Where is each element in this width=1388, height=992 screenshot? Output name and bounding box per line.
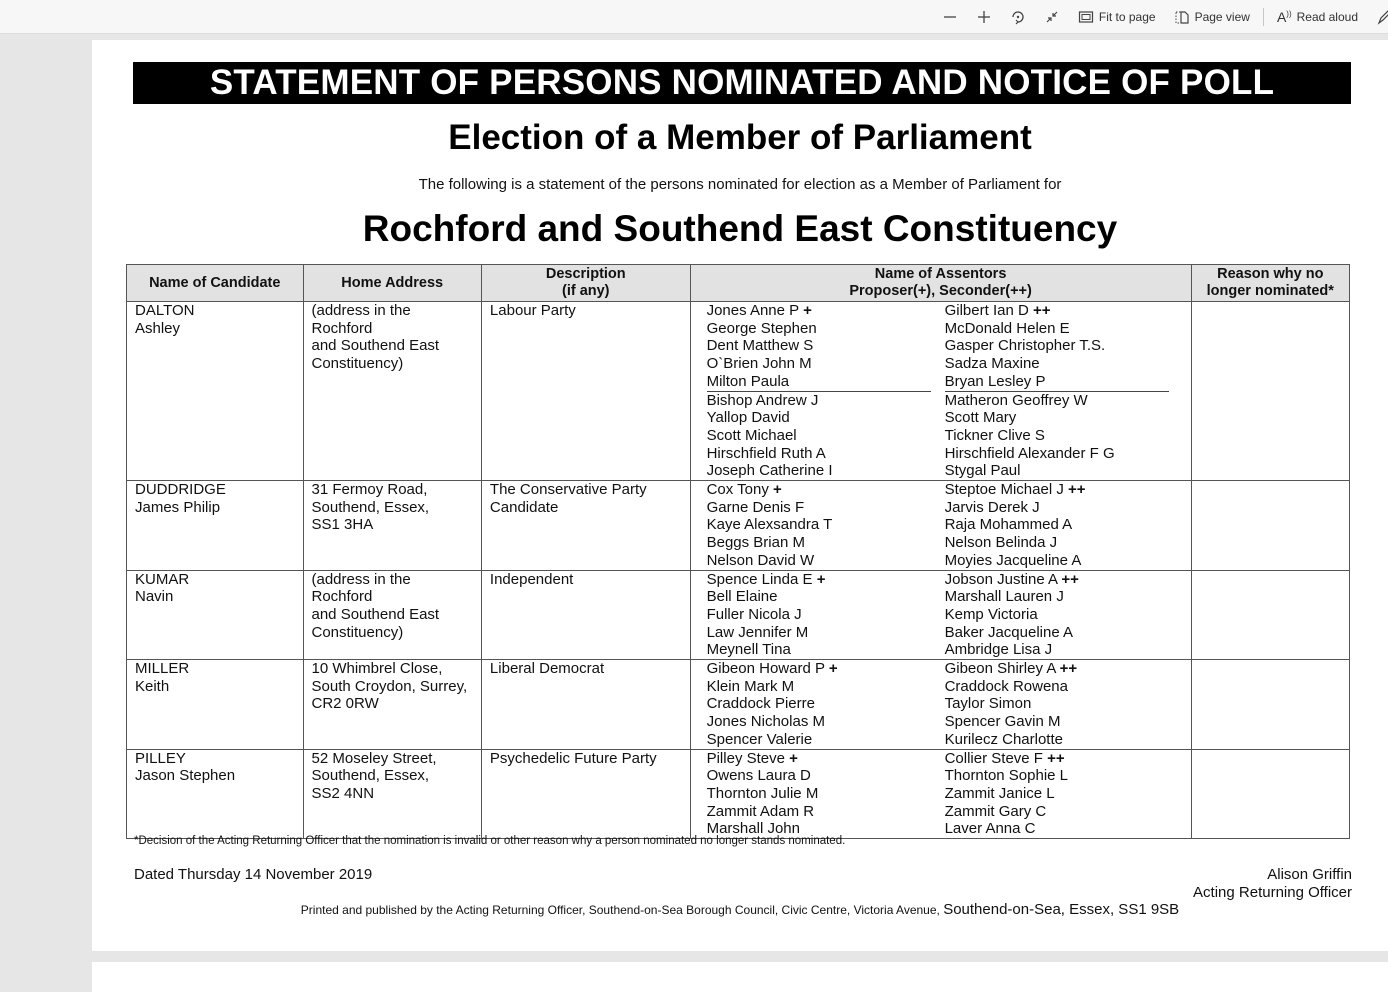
assentor-name: Matheron Geoffrey W [944,391,1088,409]
assentors-left-column [699,750,945,839]
assentor-name: Cox Tony + [706,481,782,499]
description-line: The Conservative Party [489,481,647,499]
assentors-left-column [699,571,945,660]
proposer-mark: + [828,660,838,678]
assentors-left-column [699,481,945,570]
assentors-right-column [945,571,1183,660]
assentor-name: Laver Anna C [944,820,1036,838]
zoom-out-button[interactable] [933,0,967,33]
assentor-name: Nelson David W [706,551,815,569]
page-view-icon [1174,9,1190,25]
assentor-name: Garne Denis F [706,498,805,516]
candidate-address-cell [303,302,481,481]
header-address: Home Address [303,265,481,302]
read-aloud-icon: A)) [1276,8,1292,25]
next-page [92,962,1388,992]
draw-button[interactable] [1367,0,1388,33]
assentor-name: Jobson Justine A ++ [944,570,1079,588]
assentor-name: Sadza Maxine [944,355,1040,373]
assentor-name: Taylor Simon [944,695,1032,713]
assentor-name: Gilbert Ian D ++ [944,302,1051,319]
candidate-row [127,481,1350,571]
address-line: 31 Fermoy Road, [311,481,428,499]
assentor-name: Ambridge Lisa J [944,641,1053,659]
address-line: (address in the Rochford [311,302,411,337]
assentors-cell [690,302,1191,481]
assentors-cell [690,481,1191,571]
candidate-forenames: Keith [135,677,170,695]
header-assentors: Name of Assentors Proposer(+), Seconder(++) [690,265,1191,302]
candidate-row [127,302,1350,481]
seconder-mark: ++ [1059,660,1078,678]
address-line: (address in the Rochford [311,570,411,606]
candidate-address-cell [303,749,481,839]
address-line: Constituency) [311,623,404,641]
header-name: Name of Candidate [127,265,304,302]
imprint-text: Printed and published by the Acting Returning Officer, Southend-on-Sea Borough Council, Civic Centre, Victoria Avenue, [300,903,940,917]
address-line: SS1 3HA [311,516,374,534]
assentor-name: O`Brien John M [706,355,812,373]
assentor-name: Nelson Belinda J [944,534,1058,552]
candidate-name-cell [127,749,304,839]
assentor-name: Zammit Janice L [944,784,1055,802]
candidate-surname: DALTON [135,302,195,319]
address-line: and Southend East [311,337,440,355]
dated-line: Dated Thursday 14 November 2019 [134,866,373,883]
assentor-name: Klein Mark M [706,677,795,695]
assentor-name: Craddock Rowena [944,677,1068,695]
assentor-name: Bell Elaine [706,588,778,606]
assentor-name: Fuller Nicola J [706,605,802,623]
address-line: SS2 4NN [311,784,375,802]
assentors-left-column [699,302,945,480]
fit-page-icon [1078,10,1094,24]
address-line: Southend, Essex, [311,767,430,785]
candidate-row [127,749,1350,839]
assentor-name: Baker Jacqueline A [944,623,1074,641]
plus-icon [976,9,992,25]
reason-cell [1191,570,1349,660]
candidate-row [127,570,1350,660]
address-line: 52 Moseley Street, [311,749,437,767]
pen-icon [1376,9,1388,25]
assentor-name: Craddock Pierre [706,695,815,713]
assentor-name: Jones Anne P + [706,302,812,319]
assentors-left-column [699,660,945,749]
candidate-description-cell [481,660,690,750]
imprint-address: Southend-on-Sea, Essex, SS1 9SB [943,901,1180,918]
assentor-name: Meynell Tina [706,641,791,659]
proposer-mark: + [773,481,782,499]
rotate-button[interactable] [1001,0,1035,33]
assentor-name: Spence Linda E + [706,570,826,588]
nominations-table [126,264,1350,839]
assentor-name: Gasper Christopher T.S. [944,337,1106,355]
pdf-toolbar [0,0,1388,34]
assentor-name: Milton Paula [707,373,931,392]
address-line: CR2 0RW [311,695,379,713]
assentor-name: Kemp Victoria [944,605,1038,623]
assentor-name: Beggs Brian M [706,534,805,552]
reason-cell [1191,481,1349,571]
description-line: Labour Party [489,302,576,319]
toolbar-divider [1263,8,1264,26]
rotate-icon [1010,9,1026,25]
assentor-name: Raja Mohammed A [944,516,1073,534]
candidate-row [127,660,1350,750]
assentor-name: Pilley Steve + [706,749,798,767]
candidate-forenames: Navin [135,588,174,606]
candidate-forenames: Jason Stephen [135,767,236,785]
collapse-button[interactable] [1035,0,1069,33]
assentor-name: Law Jennifer M [706,623,809,641]
assentor-name: Hirschfield Ruth A [706,444,826,462]
address-line: 10 Whimbrel Close, [311,660,443,678]
candidate-name-cell [127,660,304,750]
description-line: Independent [489,570,574,588]
election-title: Election of a Member of Parliament [448,118,1032,157]
assentor-name: Gibeon Howard P + [706,660,838,678]
notice-banner: STATEMENT OF PERSONS NOMINATED AND NOTICE OF POLL [133,62,1351,104]
assentor-name: Bryan Lesley P [945,373,1169,392]
assentor-name: Tickner Clive S [944,426,1045,444]
assentor-name: Zammit Gary C [944,802,1047,820]
assentor-name: Jarvis Derek J [944,498,1040,516]
candidate-forenames: Ashley [135,319,181,337]
candidate-surname: PILLEY [135,749,186,767]
assentor-name: Stygal Paul [944,462,1021,480]
candidate-description-cell [481,570,690,660]
assentors-cell [690,570,1191,660]
assentor-name: Zammit Adam R [706,802,815,820]
assentor-name: Dent Matthew S [706,337,814,355]
assentors-right-column [945,481,1183,570]
proposer-mark: + [816,570,826,588]
intro-text: The following is a statement of the persons nominated for election as a Member of Parliament for [418,176,1062,193]
assentor-name: Hirschfield Alexander F G [944,444,1115,462]
candidate-description-cell [481,749,690,839]
read-aloud-label: Read aloud [1296,9,1358,24]
description-line: Liberal Democrat [489,660,605,678]
footnote: *Decision of the Acting Returning Officer that the nomination is invalid or other reason why a person nominated no longer stands nominated. [134,835,846,847]
candidate-surname: MILLER [135,660,190,678]
assentor-name: George Stephen [706,319,817,337]
candidate-name-cell [127,302,304,481]
address-line: South Croydon, Surrey, [311,677,468,695]
header-reason: Reason why no longer nominated* [1191,265,1349,302]
candidate-surname: KUMAR [135,570,190,588]
imprint [92,901,1388,918]
constituency-title: Rochford and Southend East Constituency [362,208,1118,249]
seconder-mark: ++ [1032,302,1051,319]
candidate-description-cell [481,302,690,481]
candidate-name-cell [127,481,304,571]
assentors-right-column [945,660,1183,749]
candidate-surname: DUDDRIDGE [135,481,226,499]
assentor-name: Jones Nicholas M [706,713,825,731]
assentor-name: McDonald Helen E [944,319,1070,337]
address-line: Constituency) [311,355,404,373]
table-header-row [127,265,1350,302]
zoom-in-button[interactable] [967,0,1001,33]
proposer-mark: + [789,749,798,767]
reason-cell [1191,302,1349,481]
assentor-name: Steptoe Michael J ++ [944,481,1086,499]
assentors-right-column [945,302,1183,480]
fit-to-page-button[interactable] [1069,0,1165,33]
assentor-name: Marshall Lauren J [944,588,1064,606]
page-view-label: Page view [1194,9,1250,24]
assentor-name: Kurilecz Charlotte [944,730,1063,748]
assentor-name: Owens Laura D [706,767,811,785]
assentors-cell [690,660,1191,750]
candidate-address-cell [303,481,481,571]
reason-cell [1191,660,1349,750]
candidate-description-cell [481,481,690,571]
candidate-address-cell [303,570,481,660]
fit-to-page-label: Fit to page [1098,9,1156,24]
address-line: Southend, Essex, [311,498,430,516]
address-line: and Southend East [311,605,440,623]
assentor-name: Yallop David [706,409,790,427]
assentor-name: Thornton Julie M [706,784,819,802]
candidate-forenames: James Philip [135,498,221,516]
assentors-cell [690,749,1191,839]
candidate-address-cell [303,660,481,750]
read-aloud-button[interactable] [1268,0,1367,33]
assentor-name: Kaye Alexsandra T [706,516,833,534]
reason-cell [1191,749,1349,839]
seconder-mark: ++ [1047,749,1065,767]
header-description: Description (if any) [481,265,690,302]
assentor-name: Gibeon Shirley A ++ [944,660,1078,678]
assentor-name: Marshall John [706,820,800,838]
assentor-name: Scott Mary [944,409,1017,427]
assentor-name: Thornton Sophie L [944,767,1069,785]
minus-icon [942,9,958,25]
seconder-mark: ++ [1068,481,1086,499]
assentor-name: Bishop Andrew J [706,391,819,409]
officer-signature [1193,866,1352,902]
assentor-name: Collier Steve F ++ [944,749,1065,767]
description-line: Candidate [489,498,559,516]
officer-name: Alison Griffin [1267,866,1352,883]
assentor-name: Spencer Gavin M [944,713,1061,731]
candidate-name-cell [127,570,304,660]
document-page [92,40,1388,951]
page-view-button[interactable] [1165,0,1259,33]
seconder-mark: ++ [1061,570,1079,588]
assentors-right-column [945,750,1183,839]
shrink-arrows-icon [1044,9,1060,25]
description-line: Psychedelic Future Party [489,749,657,767]
officer-title: Acting Returning Officer [1193,884,1352,901]
proposer-mark: + [803,302,812,319]
assentor-name: Moyies Jacqueline A [944,551,1082,569]
assentor-name: Joseph Catherine I [706,462,833,480]
assentor-name: Spencer Valerie [706,730,813,748]
assentor-name: Scott Michael [706,426,797,444]
